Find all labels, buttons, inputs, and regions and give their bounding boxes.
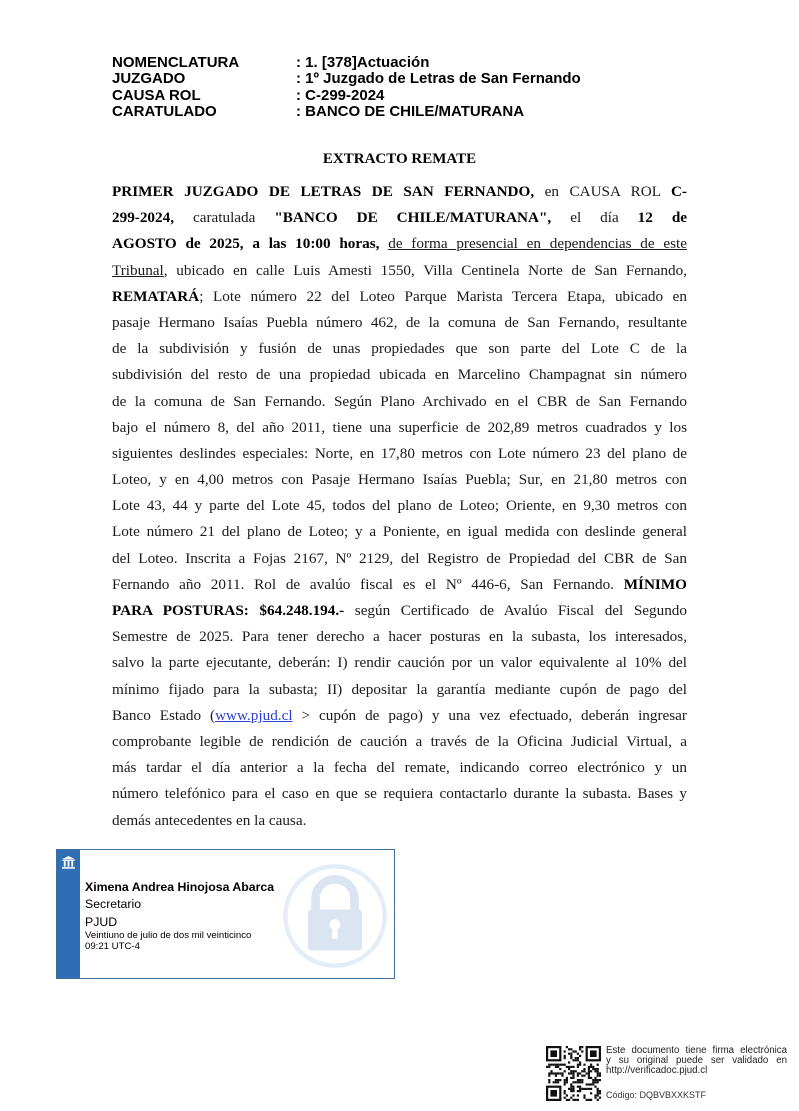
body-text: Lote número 21 del plano de Loteo; y a Poniente, en igual medida con deslinde general (112, 523, 687, 541)
body-line (112, 179, 687, 205)
body-text: subdivisión del resto de una propiedad ubicada en Marcelino Champagnat sin número (112, 366, 687, 384)
body-text: Banco Estado ( (112, 706, 216, 724)
body-line (112, 205, 687, 231)
body-text: en CAUSA ROL (534, 183, 671, 200)
signer-role: Secretario (85, 897, 142, 911)
body-text: de la comuna de San Fernando. Según Plano Archivado en el CBR de San Fernando (112, 392, 687, 410)
signer-name: Ximena Andrea Hinojosa Abarca (85, 880, 275, 894)
bold-text: MÍNIMO (623, 575, 687, 593)
body-line (112, 729, 687, 755)
body-line (112, 362, 687, 388)
body-line (112, 519, 687, 545)
body-line (112, 467, 687, 493)
header-value: : BANCO DE CHILE/MATURANA (296, 102, 525, 120)
bold-text: PRIMER JUZGADO DE LETRAS DE SAN FERNANDO, (112, 183, 535, 200)
header-value: : C-299-2024 (296, 86, 385, 104)
body-text: ; Lote número 22 del Loteo Parque Marista Tercera Etapa, ubicado en (199, 287, 687, 305)
body-text: número telefónico para el caso en que se requiera contactarlo durante la subasta. Bases y (112, 785, 687, 803)
verification-line: Este documento tiene firma electrónica (606, 1045, 787, 1056)
verification-code: Código: DQBVBXXKSTF (606, 1090, 707, 1100)
body-text: pasaje Hermano Isaías Puebla número 462, de la comuna de San Fernando, resultante (112, 313, 687, 331)
body-line (112, 493, 687, 519)
body-text: Fernando año 2011. Rol de avalúo fiscal es el Nº 446-6, San Fernando. (112, 575, 624, 593)
body-line (112, 650, 687, 676)
body-line (112, 677, 687, 703)
body-text: salvo la parte ejecutante, deberán: I) rendir caución por un valor equivalente al 10% del (112, 654, 687, 672)
body-line (112, 572, 687, 598)
body-text: bajo el número 8, del año 2011, tiene una superficie de 202,89 metros cuadrados y los (112, 418, 687, 436)
body-text: mínimo fijado para la subasta; II) depositar la garantía mediante cupón de pago del (112, 680, 687, 698)
body-line (112, 284, 687, 310)
underlined-text: Tribunal (112, 261, 164, 279)
verification-notice (606, 1046, 787, 1077)
body-line (112, 598, 687, 624)
body-line (112, 231, 687, 257)
document-body (112, 179, 687, 834)
body-line (112, 389, 687, 415)
body-line (112, 808, 687, 834)
body-text (379, 235, 388, 252)
body-text: más tardar el día anterior a la fecha del remate, indicando correo electrónico y un (112, 759, 687, 777)
body-text: comprobante legible de rendición de caución a través de la Oficina Judicial Virtual, a (112, 732, 687, 750)
body-text: según Certificado de Avalúo Fiscal del Segundo (344, 602, 687, 619)
signature-box (56, 849, 395, 979)
body-text: de la subdivisión y fusión de unas propiedades que son parte del Lote C de la (112, 340, 687, 358)
signature-stripe (57, 850, 80, 978)
underlined-text: de forma presencial en dependencias de este (388, 235, 688, 253)
header-label: CARATULADO (112, 102, 217, 120)
header-value: : 1. [378]Actuación (296, 54, 430, 71)
verification-url[interactable]: http://verificadoc.pjud.cl (606, 1065, 708, 1077)
verification-line: y su original puede ser validado en (606, 1055, 787, 1067)
header-label: NOMENCLATURA (112, 54, 240, 71)
body-line (112, 546, 687, 572)
qr-code-icon (546, 1046, 601, 1101)
body-text: > cupón de pago) y una vez efectuado, deberán ingresar (292, 706, 687, 724)
body-text: Loteo, y en 4,00 metros con Pasaje Hermano Isaías Puebla; Sur, en 21,80 metros con (112, 471, 687, 489)
body-line (112, 336, 687, 362)
bold-text: C- (670, 183, 687, 200)
body-text: del Loteo. Inscrita a Fojas 2167, Nº 2129, del Registro de Propiedad del CBR de San (112, 549, 687, 567)
bold-text: REMATARÁ (112, 287, 200, 305)
body-line (112, 703, 687, 729)
body-line (112, 310, 687, 336)
pjud-link[interactable]: www.pjud.cl (215, 706, 293, 724)
body-line (112, 624, 687, 650)
body-text: demás antecedentes en la causa. (112, 811, 307, 829)
body-text: , ubicado en calle Luis Amesti 1550, Villa Centinela Norte de San Fernando, (163, 261, 687, 279)
body-line (112, 781, 687, 807)
signature-details (85, 879, 274, 952)
header-value: : 1º Juzgado de Letras de San Fernando (296, 70, 581, 88)
courthouse-icon (61, 855, 76, 870)
header-label: JUZGADO (112, 70, 186, 88)
signature-date: Veintiuno de julio de dos mil veinticinco (85, 930, 252, 941)
body-line (112, 258, 687, 284)
lock-icon (281, 862, 389, 970)
header-label: CAUSA ROL (112, 86, 201, 104)
body-text: siguientes deslindes especiales: Norte, en 17,80 metros con Lote número 23 del plano de (112, 444, 687, 462)
bold-text: PARA POSTURAS: $64.248.194.- (112, 602, 345, 619)
body-text: Semestre de 2025. Para tener derecho a hacer posturas en la subasta, los interesados, (112, 628, 687, 646)
bold-text: "BANCO DE CHILE/MATURANA", (274, 209, 552, 227)
body-line (112, 415, 687, 441)
body-text: caratulada (174, 209, 275, 227)
body-text: Lote 43, 44 y parte del Lote 45, todos del plano de Loteo; Oriente, en 9,30 metros con (112, 497, 687, 515)
body-line (112, 755, 687, 781)
bold-text: 299-2024, (112, 209, 175, 227)
signature-time: 09:21 UTC-4 (85, 940, 140, 952)
signer-organization: PJUD (85, 915, 118, 929)
body-line (112, 441, 687, 467)
bold-text: AGOSTO de 2025, a las 10:00 horas, (112, 235, 380, 253)
document-title: EXTRACTO REMATE (322, 151, 477, 167)
bold-text: 12 de (637, 209, 688, 227)
body-text: el día (551, 209, 638, 227)
